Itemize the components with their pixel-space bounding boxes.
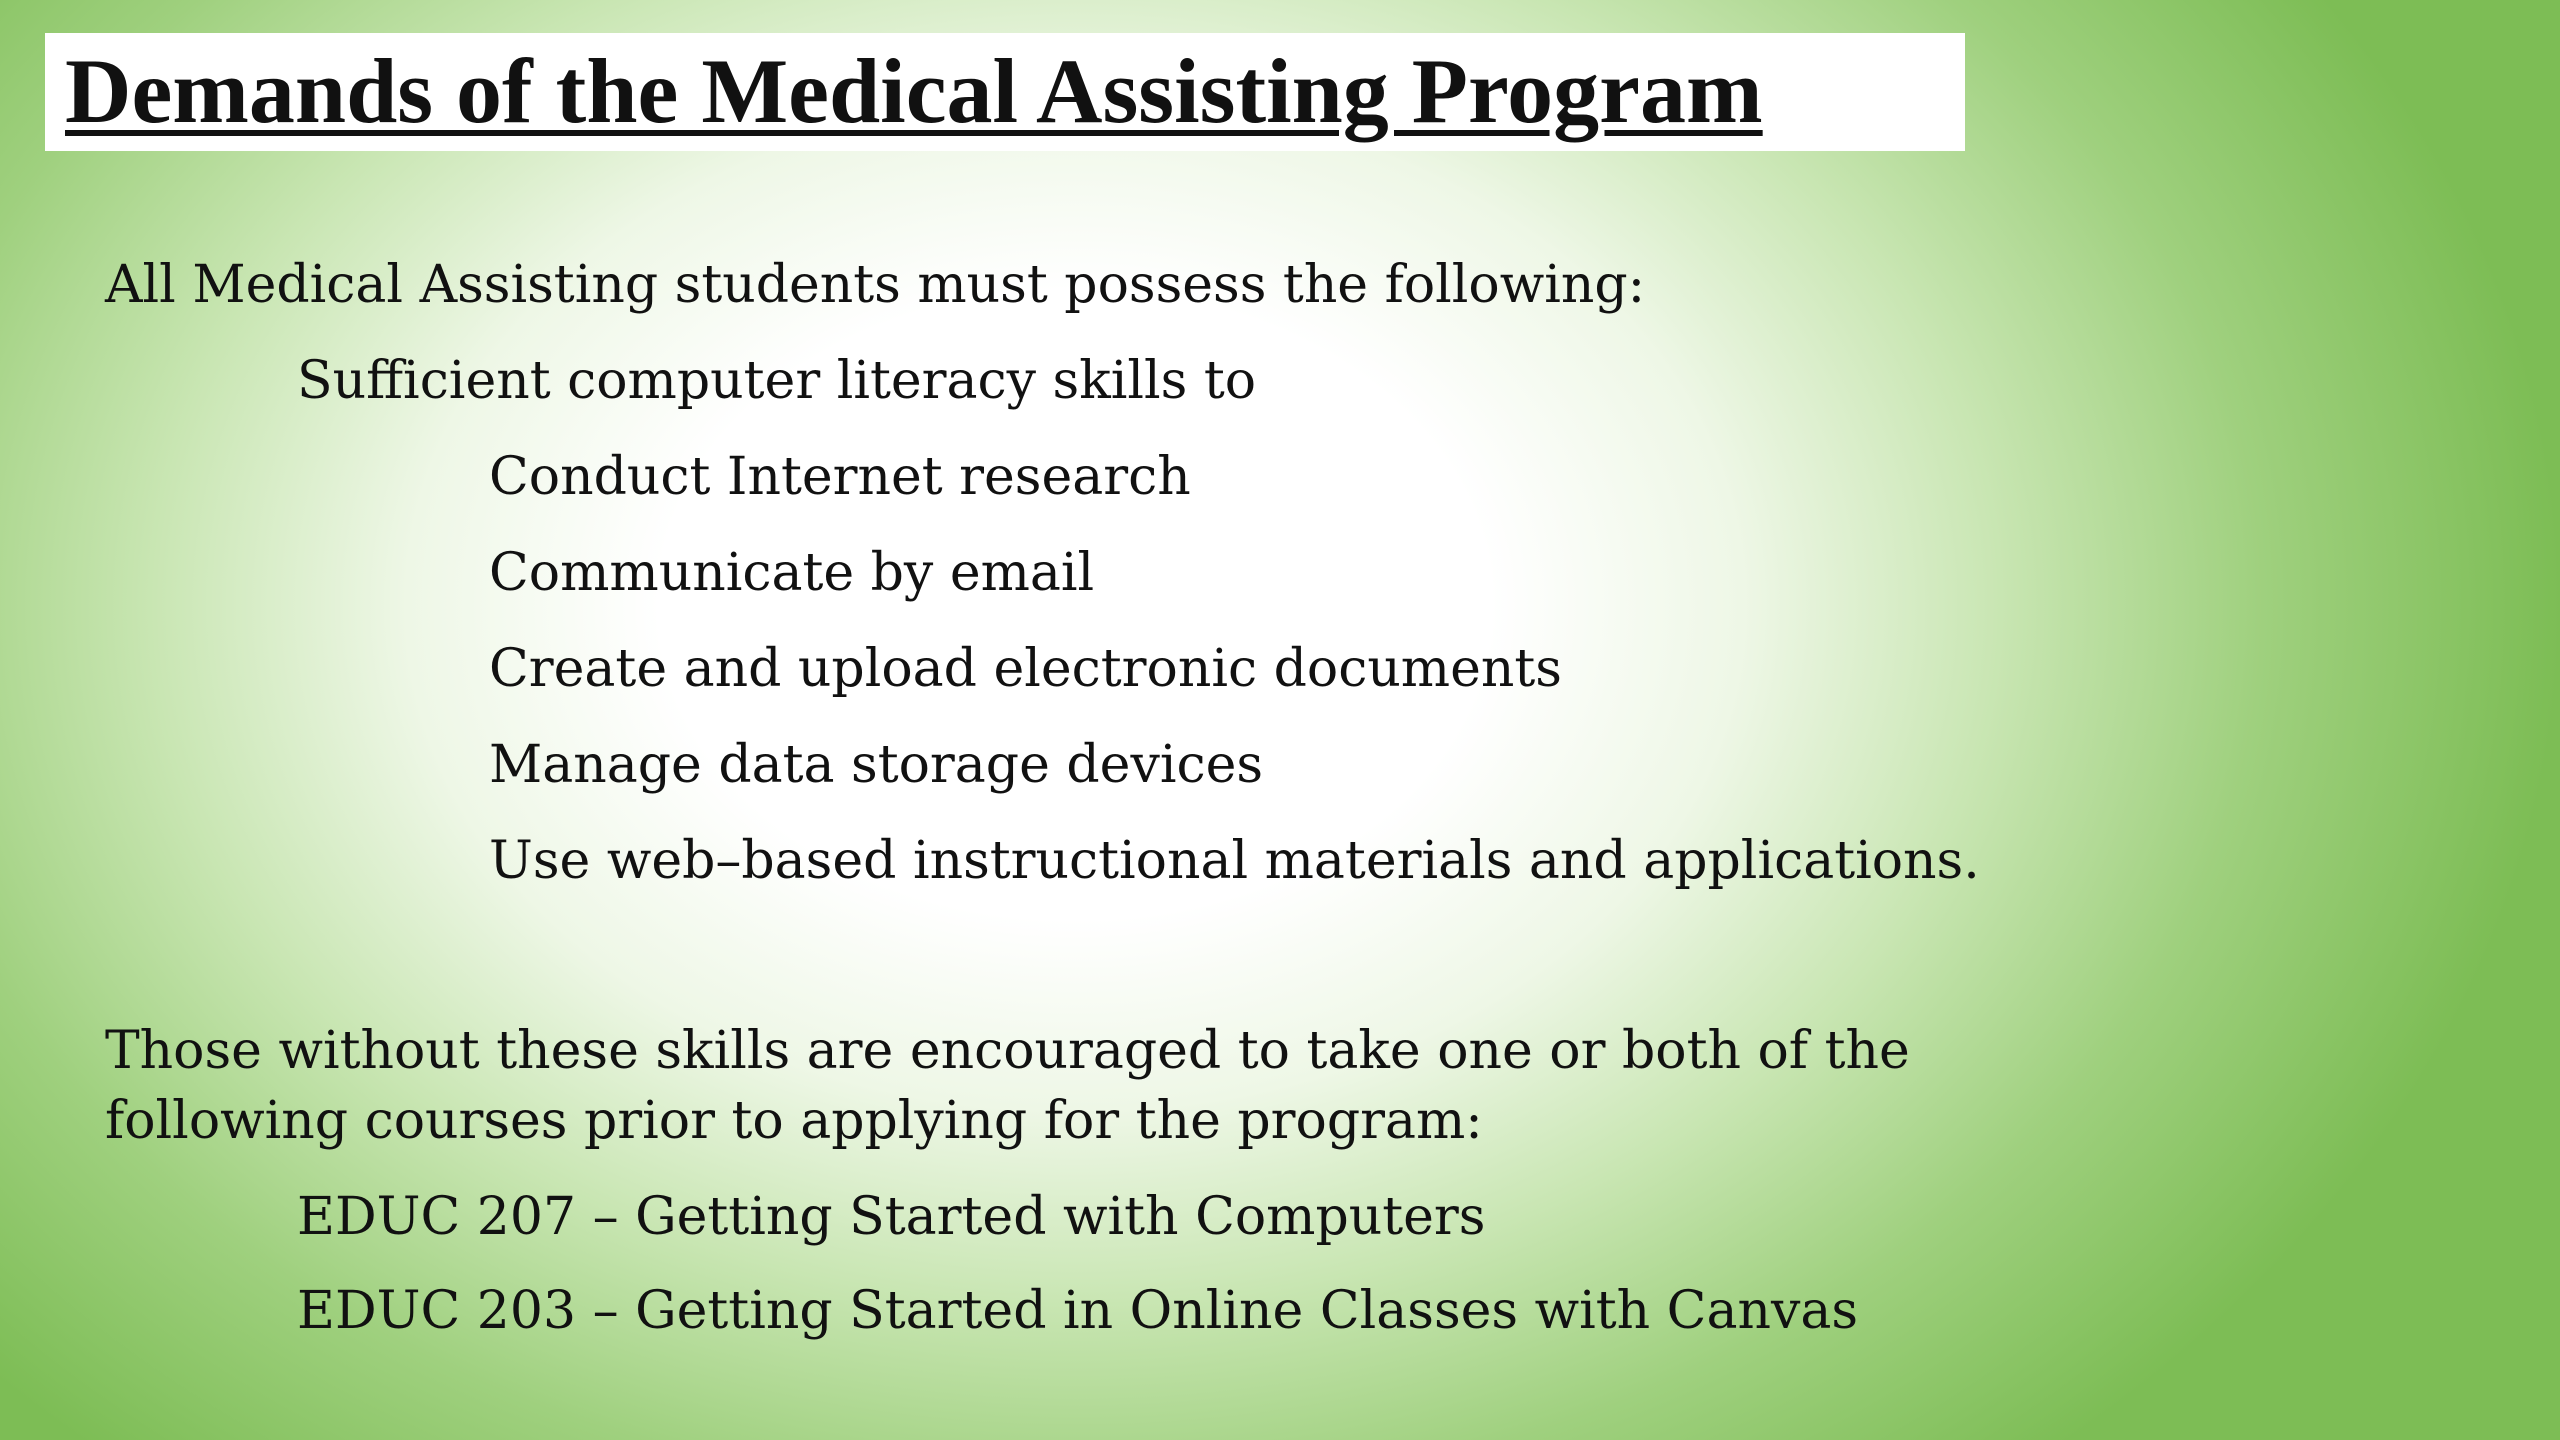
course-item-educ-207: EDUC 207 – Getting Started with Computers <box>297 1187 1486 1247</box>
slide-title: Demands of the Medical Assisting Program <box>65 40 1763 142</box>
course-item-educ-203: EDUC 203 – Getting Started in Online Classes with Canvas <box>297 1281 1859 1341</box>
recommendation-line-1: Those without these skills are encouraged to take one or both of the <box>105 1021 1910 1081</box>
title-box <box>45 33 1965 151</box>
skill-item-email: Communicate by email <box>489 543 1095 603</box>
skill-item-documents: Create and upload electronic documents <box>489 639 1562 699</box>
skill-item-internet-research: Conduct Internet research <box>489 447 1191 507</box>
recommendation-line-2: following courses prior to applying for the program: <box>105 1091 1483 1151</box>
skills-heading: Sufficient computer literacy skills to <box>297 351 1257 411</box>
skill-item-web-materials: Use web–based instructional materials and applications. <box>489 831 1980 891</box>
skill-item-storage: Manage data storage devices <box>489 735 1264 795</box>
intro-text: All Medical Assisting students must possess the following: <box>105 255 1646 315</box>
